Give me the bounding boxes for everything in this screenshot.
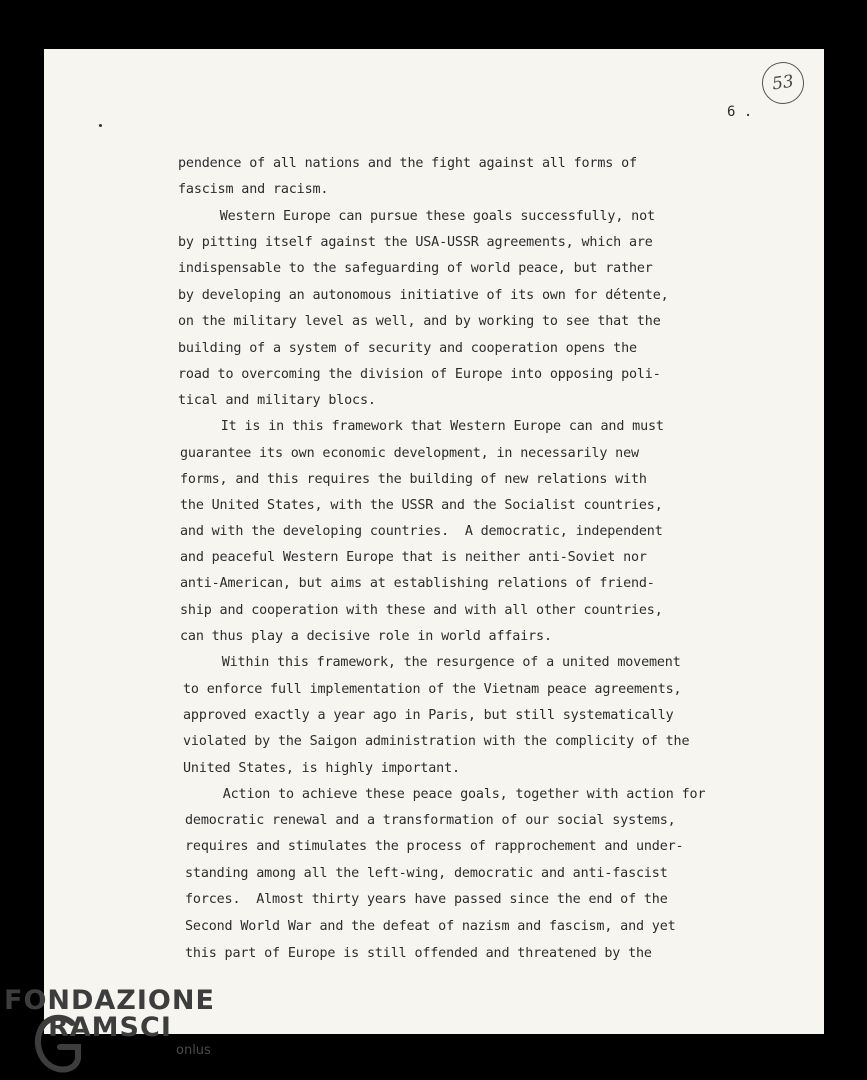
- watermark-line-2: RAMSCI: [48, 1012, 172, 1043]
- text-line: It is in this framework that Western Europe can and must: [197, 419, 664, 434]
- text-line: standing among all the left-wing, democratic and anti-fascist: [185, 866, 668, 881]
- archive-number-stamp: 53: [759, 59, 806, 106]
- text-line: forms, and this requires the building of new relations with: [180, 472, 647, 487]
- text-line: by developing an autonomous initiative of its own for détente,: [178, 288, 669, 303]
- text-line: ship and cooperation with these and with all other countries,: [180, 603, 663, 618]
- text-line: anti-American, but aims at establishing relations of friend-: [180, 576, 655, 591]
- text-line: road to overcoming the division of Europe into opposing poli-: [178, 367, 661, 382]
- text-line: building of a system of security and cooperation opens the: [178, 341, 637, 356]
- text-line: Second World War and the defeat of nazism and fascism, and yet: [185, 919, 676, 934]
- text-line: by pitting itself against the USA-USSR agreements, which are: [178, 235, 653, 250]
- watermark-line-3: onlus: [176, 1043, 211, 1058]
- watermark-line-1: FONDAZIONE: [4, 985, 215, 1016]
- text-line: United States, is highly important.: [183, 761, 460, 776]
- text-line: Action to achieve these peace goals, together with action for: [199, 787, 706, 802]
- text-line: and with the developing countries. A democratic, independent: [180, 524, 663, 539]
- fondazione-gramsci-watermark: [4, 985, 219, 1075]
- text-line: democratic renewal and a transformation of our social systems,: [185, 813, 676, 828]
- text-line: Western Europe can pursue these goals successfully, not: [196, 209, 655, 224]
- text-line: forces. Almost thirty years have passed since the end of the: [185, 892, 668, 907]
- text-line: pendence of all nations and the fight against all forms of: [178, 156, 637, 171]
- text-line: and peaceful Western Europe that is neither anti-Soviet nor: [180, 550, 647, 565]
- text-line: can thus play a decisive role in world affairs.: [180, 629, 552, 644]
- page-number: 6 .: [727, 104, 753, 120]
- text-line: this part of Europe is still offended and threatened by the: [185, 946, 652, 961]
- text-line: fascism and racism.: [178, 182, 329, 197]
- text-line: tical and military blocs.: [178, 393, 376, 408]
- document-page: [44, 49, 824, 1034]
- text-line: requires and stimulates the process of rapprochement and under-: [185, 839, 684, 854]
- text-line: the United States, with the USSR and the Socialist countries,: [180, 498, 663, 513]
- text-line: on the military level as well, and by working to see that the: [178, 314, 661, 329]
- ink-dot: [99, 124, 102, 127]
- text-line: to enforce full implementation of the Vietnam peace agreements,: [183, 682, 682, 697]
- text-line: approved exactly a year ago in Paris, but still systematically: [183, 708, 674, 723]
- text-line: Within this framework, the resurgence of a united movement: [198, 655, 681, 670]
- text-line: violated by the Saigon administration with the complicity of the: [183, 734, 690, 749]
- text-line: guarantee its own economic development, in necessarily new: [180, 446, 639, 461]
- text-line: indispensable to the safeguarding of world peace, but rather: [178, 261, 653, 276]
